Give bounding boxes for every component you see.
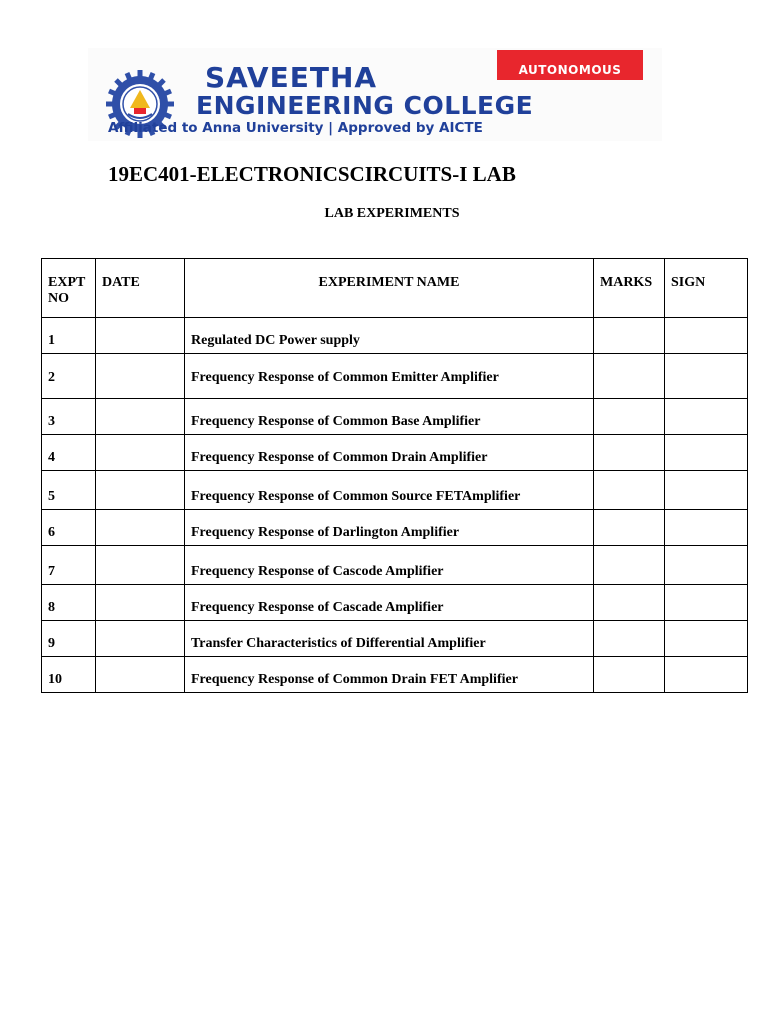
cell-marks xyxy=(594,510,665,546)
cell-expt-no: 5 xyxy=(42,471,96,510)
cell-sign xyxy=(665,585,748,621)
cell-date xyxy=(96,318,185,354)
cell-sign xyxy=(665,399,748,435)
cell-experiment-name: Frequency Response of Common Base Amplifier xyxy=(185,399,594,435)
cell-marks xyxy=(594,354,665,399)
cell-sign xyxy=(665,621,748,657)
cell-date xyxy=(96,354,185,399)
cell-marks xyxy=(594,435,665,471)
cell-sign xyxy=(665,657,748,693)
cell-sign xyxy=(665,546,748,585)
cell-date xyxy=(96,510,185,546)
header-date: DATE xyxy=(96,259,185,318)
college-type: ENGINEERING COLLEGE xyxy=(196,91,534,120)
college-banner xyxy=(88,48,662,141)
cell-marks xyxy=(594,399,665,435)
header-sign: SIGN xyxy=(665,259,748,318)
header-expt-no: EXPT NO xyxy=(42,259,96,318)
autonomous-badge xyxy=(497,50,643,80)
table-row xyxy=(42,354,748,399)
cell-sign xyxy=(665,354,748,399)
cell-expt-no: 9 xyxy=(42,621,96,657)
table-row xyxy=(42,318,748,354)
table-row xyxy=(42,657,748,693)
cell-marks xyxy=(594,471,665,510)
table-row xyxy=(42,399,748,435)
section-title: LAB EXPERIMENTS xyxy=(324,206,460,221)
cell-sign xyxy=(665,318,748,354)
cell-experiment-name: Frequency Response of Common Emitter Amplifier xyxy=(185,354,594,399)
table-row xyxy=(42,546,748,585)
cell-marks xyxy=(594,585,665,621)
cell-date xyxy=(96,621,185,657)
college-tagline: Affiliated to Anna University | Approved by AICTE xyxy=(108,120,483,136)
cell-date xyxy=(96,657,185,693)
cell-marks xyxy=(594,621,665,657)
cell-experiment-name: Frequency Response of Darlington Amplifier xyxy=(185,510,594,546)
cell-experiment-name: Frequency Response of Cascade Amplifier xyxy=(185,585,594,621)
cell-experiment-name: Frequency Response of Common Drain Amplifier xyxy=(185,435,594,471)
table-row xyxy=(42,585,748,621)
cell-date xyxy=(96,471,185,510)
cell-sign xyxy=(665,435,748,471)
table-row xyxy=(42,621,748,657)
cell-expt-no: 6 xyxy=(42,510,96,546)
table-row xyxy=(42,471,748,510)
cell-expt-no: 3 xyxy=(42,399,96,435)
cell-sign xyxy=(665,510,748,546)
header-marks: MARKS xyxy=(594,259,665,318)
table-row xyxy=(42,510,748,546)
header-experiment-name: EXPERIMENT NAME xyxy=(185,259,594,318)
college-name: SAVEETHA xyxy=(205,61,378,94)
table-header-row xyxy=(42,259,748,318)
cell-experiment-name: Frequency Response of Cascode Amplifier xyxy=(185,546,594,585)
cell-expt-no: 7 xyxy=(42,546,96,585)
autonomous-badge-label: AUTONOMOUS xyxy=(518,63,622,77)
course-title: 19EC401-ELECTRONICSCIRCUITS-I LAB xyxy=(108,162,516,186)
cell-expt-no: 2 xyxy=(42,354,96,399)
cell-marks xyxy=(594,546,665,585)
table-row xyxy=(42,435,748,471)
cell-expt-no: 10 xyxy=(42,657,96,693)
cell-experiment-name: Frequency Response of Common Drain FET Amplifier xyxy=(185,657,594,693)
cell-expt-no: 8 xyxy=(42,585,96,621)
cell-date xyxy=(96,546,185,585)
cell-experiment-name: Regulated DC Power supply xyxy=(185,318,594,354)
cell-date xyxy=(96,435,185,471)
cell-marks xyxy=(594,318,665,354)
cell-experiment-name: Frequency Response of Common Source FETAmplifier xyxy=(185,471,594,510)
cell-marks xyxy=(594,657,665,693)
cell-date xyxy=(96,399,185,435)
cell-experiment-name: Transfer Characteristics of Differential Amplifier xyxy=(185,621,594,657)
cell-date xyxy=(96,585,185,621)
experiments-table xyxy=(41,258,748,693)
cell-expt-no: 1 xyxy=(42,318,96,354)
cell-expt-no: 4 xyxy=(42,435,96,471)
cell-sign xyxy=(665,471,748,510)
